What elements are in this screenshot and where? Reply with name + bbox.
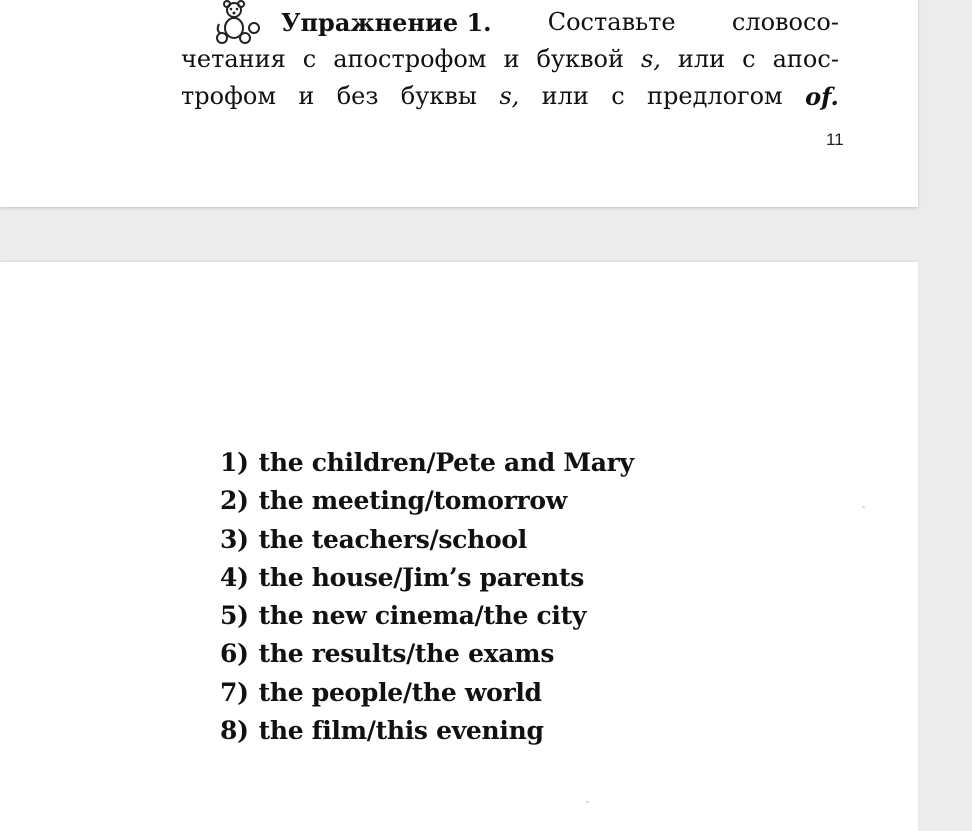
task-item <box>220 635 634 673</box>
task-number: 5) <box>220 601 249 631</box>
task-number: 4) <box>220 562 249 592</box>
task-item <box>220 712 634 750</box>
exercise-word: апос- <box>772 45 839 73</box>
exercise-word: без <box>336 82 379 110</box>
exercise-word: буквой <box>536 45 624 73</box>
scan-speck <box>862 506 865 508</box>
exercise-line-1 <box>281 4 839 41</box>
task-text: the teachers/school <box>258 524 527 554</box>
page-number: 11 <box>826 130 844 149</box>
scan-speck <box>586 801 589 803</box>
exercise-word: и <box>298 82 315 110</box>
task-list <box>220 444 634 750</box>
task-item <box>220 559 634 597</box>
exercise-word: словосо- <box>731 8 839 36</box>
task-text: the children/Pete and Mary <box>258 448 634 477</box>
task-text: the new cinema/the city <box>258 601 587 631</box>
task-item <box>220 521 634 559</box>
task-text: the house/Jim’s parents <box>258 562 585 592</box>
exercise-word: буквы <box>400 82 477 110</box>
task-item <box>220 597 634 635</box>
task-number: 7) <box>220 677 249 707</box>
task-number: 6) <box>220 639 249 669</box>
exercise-word: с <box>302 45 317 73</box>
task-number: 2) <box>220 486 249 516</box>
exercise-word: или <box>541 82 589 110</box>
exercise-word: с <box>611 82 625 110</box>
exercise-word: Составьте <box>547 8 676 36</box>
task-item <box>220 674 634 712</box>
exercise-word: с <box>742 45 756 73</box>
exercise-word: или <box>677 45 726 73</box>
exercise-line-3 <box>181 78 839 115</box>
exercise-word: четания <box>181 45 286 73</box>
task-number: 1) <box>220 448 249 477</box>
task-text: the film/this evening <box>258 716 544 746</box>
exercise-word: и <box>503 45 520 73</box>
task-text: the people/the world <box>258 677 542 707</box>
exercise-word: трофом <box>181 82 276 110</box>
exercise-word: апострофом <box>333 45 487 73</box>
exercise-text <box>181 4 839 115</box>
task-text: the results/the exams <box>258 639 555 669</box>
task-number: 8) <box>220 716 249 746</box>
exercise-title: Упражнение 1. <box>281 8 492 37</box>
exercise-word: of. <box>805 82 839 111</box>
task-item <box>220 482 634 520</box>
task-number: 3) <box>220 524 249 554</box>
exercise-line-2 <box>181 41 839 78</box>
task-item <box>220 444 634 482</box>
task-text: the meeting/tomorrow <box>258 486 567 516</box>
exercise-word: s, <box>640 45 661 73</box>
exercise-word: s, <box>499 82 520 110</box>
exercise-word: предлогом <box>647 82 783 110</box>
